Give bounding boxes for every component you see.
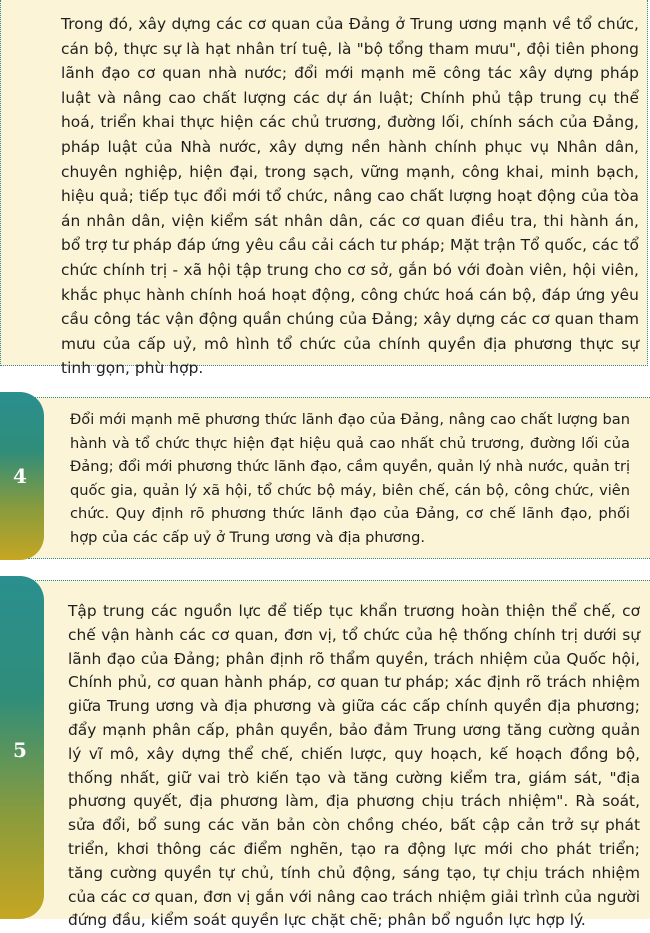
section-5-text: Tập trung các nguồn lực để tiếp tục khẩn trương hoàn thiện thể chế, cơ chế vận hành các cơ quan, đơn vị, tổ chức của hệ thống chính trị dưới sự lãnh đạo của Đảng; phân định rõ thẩm quyền, trách nhiệm của Quốc hội, Chính phủ, cơ quan hành pháp, cơ quan tư pháp; xác định rõ trách nhiệm giữa Trung ương và địa phương và giữa các cấp chính quyền địa phương; đẩy mạnh phân cấp, phân quyền, bảo đảm Trung ương tăng cường quản lý vĩ mô, xây dựng thể chế, chiến lược, quy hoạch, kế hoạch đồng bộ, thống nhất, giữ vai trò kiến tạo và tăng cường kiểm tra, giám sát, "địa phương quyết, địa phương làm, địa phương chịu trách nhiệm". Rà soát, sửa đổi, bổ sung các văn bản còn chồng chéo, bất cập cản trở sự phát triển, khơi thông các điểm nghẽn, tạo ra động lực mới cho phát triển; tăng cường quyền tự chủ, tính chủ động, sáng tạo, tự chịu trách nhiệm của các cơ quan, đơn vị gắn với nâng cao trách nhiệm giải trình của người đứng đầu, kiểm soát quyền lực chặt chẽ; phân bổ nguồn lực hợp lý. bbox=[68, 602, 640, 930]
section-4-number-tab bbox=[0, 392, 44, 560]
section-continued-box bbox=[0, 0, 648, 378]
section-continued-text: Trong đó, xây dựng các cơ quan của Đảng ở Trung ương mạnh về tổ chức, cán bộ, thực sự là hạt nhân trí tuệ, là "bộ tổng tham mưu", đội tiên phong lãnh đạo cơ quan nhà nước; đổi mới mạnh mẽ công tác xây dựng pháp luật và nâng cao chất lượng các dự án luật; Chính phủ tập trung cụ thể hoá, triển khai thực hiện các chủ trương, đường lối, chính sách của Đảng, pháp luật của Nhà nước, xây dựng nền hành chính phục vụ Nhân dân, chuyên nghiệp, hiện đại, trong sạch, vững mạnh, công khai, minh bạch, hiệu quả; tiếp tục đổi mới tổ chức, nâng cao chất lượng hoạt động của tòa án nhân dân, viện kiểm sát nhân dân, các cơ quan điều tra, thi hành án, bổ trợ tư pháp đáp ứng yêu cầu cải cách tư pháp; Mặt trận Tổ quốc, các tổ chức chính trị - xã hội tập trung cho cơ sở, gắn bó với đoàn viên, hội viên, khắc phục hành chính hoá hoạt động, công chức hoá cán bộ, đáp ứng yêu cầu công tác vận động quần chúng của Đảng; xây dựng các cơ quan tham mưu của cấp uỷ, mô hình tổ chức của chính quyền địa phương thực sự tinh gọn, phù hợp. bbox=[61, 15, 639, 378]
section-4-number: 4 bbox=[13, 464, 27, 488]
section-4-text: Đổi mới mạnh mẽ phương thức lãnh đạo của Đảng, nâng cao chất lượng ban hành và tổ chức thực hiện đạt hiệu quả cao nhất chủ trương, đường lối của Đảng; đổi mới phương thức lãnh đạo, cầm quyền, quản lý nhà nước, quản trị quốc gia, quản lý xã hội, tổ chức bộ máy, biên chế, cán bộ, công chức, viên chức. Quy định rõ phương thức lãnh đạo của Đảng, cơ chế lãnh đạo, phối hợp của các cấp uỷ ở Trung ương và địa phương. bbox=[70, 411, 630, 546]
section-5-number: 5 bbox=[13, 738, 27, 762]
section-5-box bbox=[28, 580, 650, 930]
section-5-number-tab bbox=[0, 576, 44, 919]
section-4-box bbox=[28, 397, 650, 559]
